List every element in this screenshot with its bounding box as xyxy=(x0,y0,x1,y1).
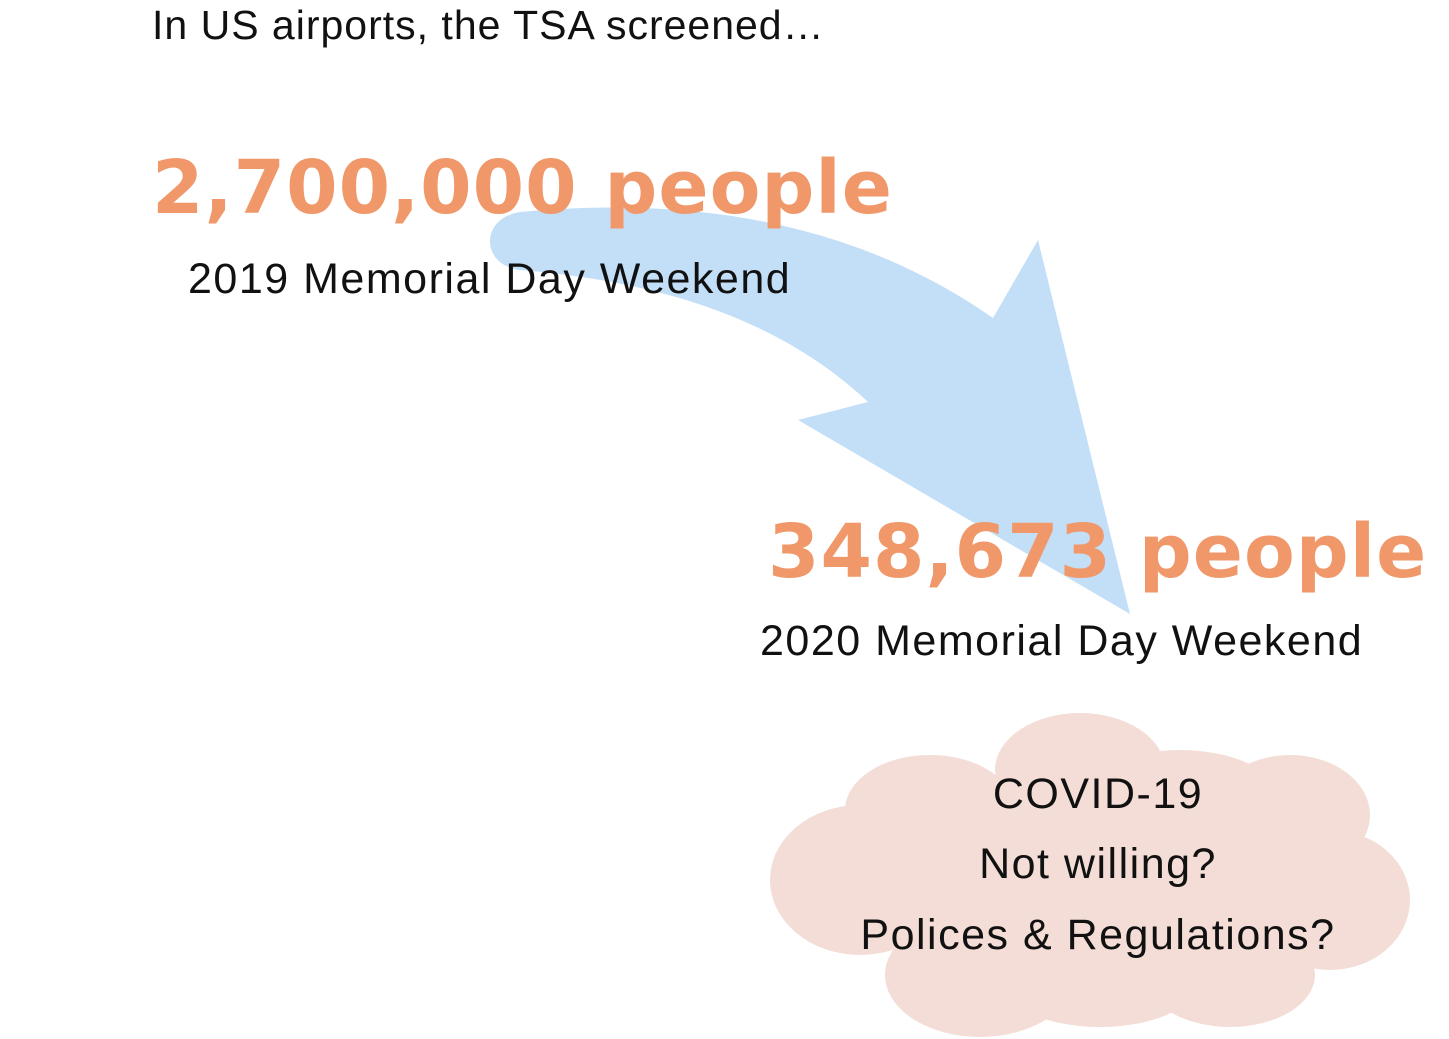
stat-2020-value: 348,673 people xyxy=(768,509,1428,595)
cloud-line-covid: COVID-19 xyxy=(992,770,1204,818)
cloud-line-not-willing: Not willing? xyxy=(979,840,1217,888)
stat-2019-label: 2019 Memorial Day Weekend xyxy=(188,255,792,303)
stat-2019-value: 2,700,000 people xyxy=(152,145,893,231)
stat-2020-label: 2020 Memorial Day Weekend xyxy=(760,617,1364,665)
cloud-line-policies: Polices & Regulations? xyxy=(860,911,1336,959)
intro-text: In US airports, the TSA screened… xyxy=(152,2,825,48)
